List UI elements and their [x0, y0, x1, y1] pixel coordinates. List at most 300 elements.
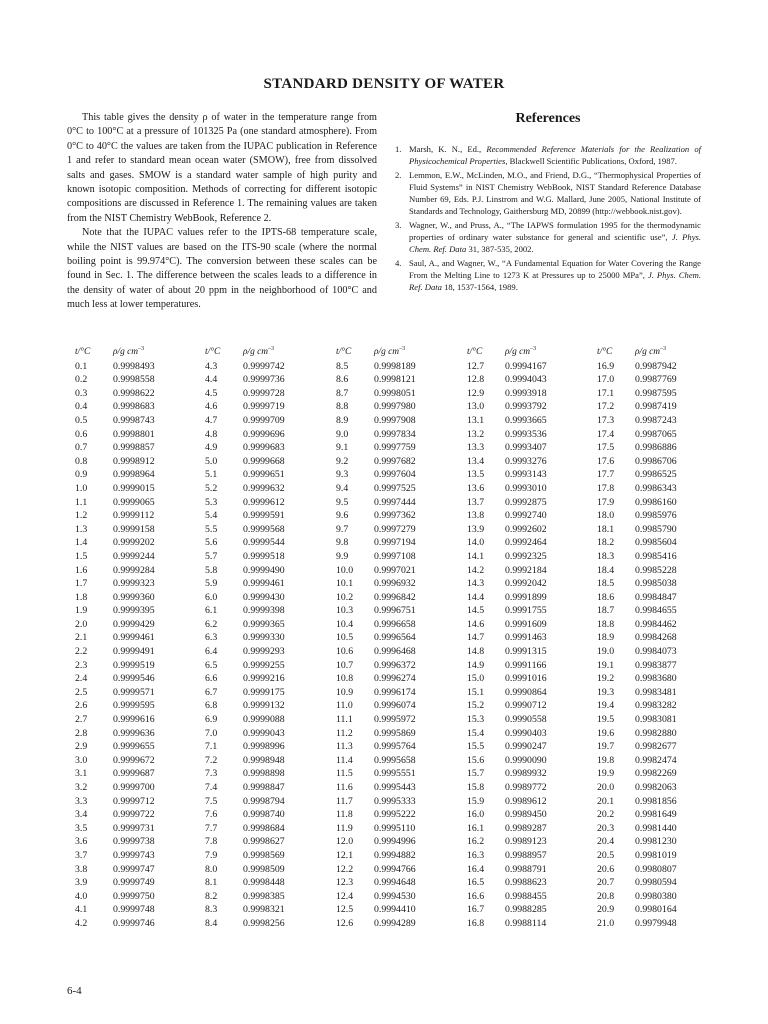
- temperature-cell: 7.4: [205, 782, 218, 793]
- table-row: [467, 468, 582, 482]
- density-cell: 0.9998493: [113, 360, 155, 372]
- table-row: [205, 591, 320, 605]
- temperature-cell: 18.0: [597, 510, 615, 522]
- temperature-cell: 19.1: [597, 659, 615, 671]
- temperature-cell: 1.7: [75, 578, 88, 590]
- table-row: [75, 863, 190, 877]
- table-row: [467, 740, 582, 754]
- density-cell: 0.9999748: [113, 904, 155, 916]
- density-cell: 0.9995972: [374, 714, 416, 726]
- density-cell: 0.9999709: [243, 414, 285, 426]
- table-row: [467, 767, 582, 781]
- table-column: [75, 346, 190, 931]
- density-cell: 0.9998743: [113, 414, 155, 426]
- density-cell: 0.9984073: [635, 646, 677, 658]
- temperature-cell: 11.9: [336, 822, 353, 834]
- density-cell: 0.9999519: [113, 659, 155, 671]
- density-cell: 0.9998321: [243, 904, 285, 916]
- temperature-cell: 12.8: [467, 374, 485, 386]
- temperature-cell: 18.3: [597, 550, 615, 562]
- temperature-cell: 19.8: [597, 754, 615, 766]
- table-row: [467, 727, 582, 741]
- table-row: [336, 523, 451, 537]
- header-density-exponent: –3: [138, 346, 145, 352]
- table-row: [597, 455, 712, 469]
- table-row: [75, 428, 190, 442]
- table-row: [467, 441, 582, 455]
- density-cell: 0.9990864: [505, 686, 547, 698]
- density-cell: 0.9997362: [374, 510, 416, 522]
- density-cell: 0.9985416: [635, 550, 677, 562]
- table-row: [205, 849, 320, 863]
- temperature-cell: 20.0: [597, 782, 615, 793]
- density-cell: 0.9980807: [635, 863, 677, 875]
- table-row: [75, 604, 190, 618]
- temperature-cell: 17.2: [597, 401, 615, 413]
- temperature-cell: 17.8: [597, 482, 615, 494]
- temperature-cell: 7.2: [205, 754, 218, 766]
- density-cell: 0.9999284: [113, 564, 155, 576]
- temperature-cell: 8.0: [205, 863, 218, 875]
- density-cell: 0.9999544: [243, 537, 285, 549]
- temperature-cell: 9.5: [336, 496, 349, 508]
- temperature-cell: 16.8: [467, 917, 485, 929]
- density-cell: 0.9991016: [505, 673, 547, 685]
- table-row: [467, 414, 582, 428]
- density-cell: 0.9991609: [505, 618, 547, 630]
- temperature-cell: 18.2: [597, 537, 615, 549]
- reference-italic-text: Recommended Reference Materials for the Realization of Physicochemical Properties: [409, 144, 702, 167]
- reference-number: 2.: [395, 169, 402, 180]
- table-row: [205, 441, 320, 455]
- table-row: [597, 509, 712, 523]
- table-row: [75, 400, 190, 414]
- table-row: [205, 550, 320, 564]
- intro-text: [67, 111, 377, 313]
- temperature-cell: 1.2: [75, 510, 88, 522]
- temperature-cell: 10.3: [336, 605, 354, 617]
- table-row: [597, 482, 712, 496]
- density-cell: 0.9998385: [243, 890, 285, 902]
- temperature-cell: 17.7: [597, 469, 615, 481]
- table-row: [336, 890, 451, 904]
- reference-item: [395, 219, 701, 256]
- temperature-cell: 1.4: [75, 537, 88, 549]
- density-cell: 0.9992740: [505, 510, 547, 522]
- temperature-cell: 16.0: [467, 809, 485, 821]
- density-cell: 0.9990558: [505, 714, 547, 726]
- temperature-cell: 2.0: [75, 618, 88, 630]
- table-row: [336, 387, 451, 401]
- table-row: [205, 659, 320, 673]
- table-row: [597, 428, 712, 442]
- density-cell: 0.9999742: [243, 360, 285, 372]
- temperature-cell: 6.0: [205, 591, 218, 603]
- header-temperature: t/°C: [467, 347, 483, 357]
- table-row: [205, 645, 320, 659]
- table-row: [467, 577, 582, 591]
- temperature-cell: 1.0: [75, 482, 88, 494]
- density-cell: 0.9998189: [374, 360, 416, 372]
- density-cell: 0.9987942: [635, 360, 677, 372]
- table-row: [75, 536, 190, 550]
- table-row: [75, 699, 190, 713]
- header-density-exponent: –3: [660, 346, 667, 352]
- table-row: [597, 468, 712, 482]
- header-density: [243, 346, 274, 360]
- table-row: [467, 496, 582, 510]
- table-row: [75, 496, 190, 510]
- density-cell: 0.9993918: [505, 387, 547, 399]
- table-row: [205, 618, 320, 632]
- table-row: [205, 468, 320, 482]
- table-row: [597, 618, 712, 632]
- temperature-cell: 9.7: [336, 523, 349, 535]
- temperature-cell: 16.7: [467, 904, 485, 916]
- temperature-cell: 5.1: [205, 469, 218, 481]
- density-cell: 0.9999595: [113, 700, 155, 712]
- density-cell: 0.9994043: [505, 374, 547, 386]
- table-row: [597, 604, 712, 618]
- table-row: [205, 767, 320, 781]
- temperature-cell: 6.8: [205, 700, 218, 712]
- table-row: [205, 808, 320, 822]
- temperature-cell: 8.8: [336, 401, 349, 413]
- density-cell: 0.9984268: [635, 632, 677, 644]
- temperature-cell: 12.0: [336, 836, 354, 848]
- density-cell: 0.9998857: [113, 442, 155, 454]
- density-cell: 0.9999636: [113, 727, 155, 739]
- table-row: [75, 550, 190, 564]
- table-row: [336, 591, 451, 605]
- temperature-cell: 18.7: [597, 605, 615, 617]
- temperature-cell: 3.2: [75, 782, 88, 793]
- density-cell: 0.9999632: [243, 482, 285, 494]
- temperature-cell: 7.3: [205, 768, 218, 780]
- density-cell: 0.9988455: [505, 890, 547, 902]
- table-row: [336, 455, 451, 469]
- temperature-cell: 1.9: [75, 605, 88, 617]
- density-cell: 0.9987419: [635, 401, 677, 413]
- density-cell: 0.9997444: [374, 496, 416, 508]
- temperature-cell: 8.3: [205, 904, 218, 916]
- reference-item: [395, 257, 701, 294]
- density-cell: 0.9982677: [635, 741, 677, 753]
- table-row: [75, 659, 190, 673]
- density-cell: 0.9997194: [374, 537, 416, 549]
- header-temperature: t/°C: [336, 347, 352, 357]
- density-cell: 0.9987243: [635, 414, 677, 426]
- table-row: [336, 903, 451, 917]
- density-cell: 0.9999651: [243, 469, 285, 481]
- temperature-cell: 10.1: [336, 578, 354, 590]
- density-cell: 0.9999687: [113, 768, 155, 780]
- temperature-cell: 20.4: [597, 836, 615, 848]
- temperature-cell: 4.1: [75, 904, 88, 916]
- density-cell: 0.9997021: [374, 564, 416, 576]
- table-column: [205, 346, 320, 931]
- table-row: [597, 536, 712, 550]
- table-row: [467, 781, 582, 795]
- table-row: [75, 387, 190, 401]
- density-cell: 0.9992464: [505, 537, 547, 549]
- temperature-cell: 0.2: [75, 374, 88, 386]
- temperature-cell: 15.4: [467, 727, 485, 739]
- table-row: [336, 699, 451, 713]
- temperature-cell: 15.0: [467, 673, 485, 685]
- table-row: [336, 577, 451, 591]
- density-cell: 0.9998964: [113, 469, 155, 481]
- temperature-cell: 12.9: [467, 387, 485, 399]
- temperature-cell: 20.5: [597, 849, 615, 861]
- temperature-cell: 2.8: [75, 727, 88, 739]
- temperature-cell: 11.8: [336, 809, 353, 821]
- density-cell: 0.9999088: [243, 714, 285, 726]
- density-cell: 0.9999175: [243, 686, 285, 698]
- density-cell: 0.9987769: [635, 374, 677, 386]
- temperature-cell: 16.3: [467, 849, 485, 861]
- table-row: [205, 577, 320, 591]
- table-row: [75, 713, 190, 727]
- density-cell: 0.9981230: [635, 836, 677, 848]
- density-cell: 0.9988791: [505, 863, 547, 875]
- table-row: [336, 740, 451, 754]
- density-cell: 0.9999749: [113, 877, 155, 889]
- temperature-cell: 9.2: [336, 455, 349, 467]
- temperature-cell: 18.9: [597, 632, 615, 644]
- temperature-cell: 17.5: [597, 442, 615, 454]
- density-cell: 0.9994648: [374, 877, 416, 889]
- temperature-cell: 19.2: [597, 673, 615, 685]
- temperature-cell: 3.6: [75, 836, 88, 848]
- density-cell: 0.9999365: [243, 618, 285, 630]
- temperature-cell: 12.4: [336, 890, 354, 902]
- temperature-cell: 2.1: [75, 632, 88, 644]
- density-cell: 0.9998898: [243, 768, 285, 780]
- temperature-cell: 7.1: [205, 741, 218, 753]
- density-cell: 0.9999330: [243, 632, 285, 644]
- density-cell: 0.9999546: [113, 673, 155, 685]
- table-row: [467, 564, 582, 578]
- density-cell: 0.9998627: [243, 836, 285, 848]
- temperature-cell: 20.7: [597, 877, 615, 889]
- table-row: [597, 917, 712, 931]
- temperature-cell: 17.6: [597, 455, 615, 467]
- temperature-cell: 4.9: [205, 442, 218, 454]
- temperature-cell: 18.8: [597, 618, 615, 630]
- temperature-cell: 17.0: [597, 374, 615, 386]
- table-row: [336, 713, 451, 727]
- density-cell: 0.9999491: [113, 646, 155, 658]
- table-row: [75, 890, 190, 904]
- table-row: [597, 441, 712, 455]
- density-cell: 0.9999490: [243, 564, 285, 576]
- temperature-cell: 10.0: [336, 564, 354, 576]
- header-density-exponent: –3: [268, 346, 275, 352]
- density-cell: 0.9990403: [505, 727, 547, 739]
- temperature-cell: 18.1: [597, 523, 615, 535]
- density-cell: 0.9999736: [243, 374, 285, 386]
- table-row: [597, 767, 712, 781]
- table-row: [205, 604, 320, 618]
- table-row: [597, 659, 712, 673]
- intro-paragraph: This table gives the density ρ of water in the temperature range from 0°C to 100°C at a pressure of 101325 Pa (one standard atmosphere). From 0°C to 40°C the values are taken from the IUPAC publication in Reference 1 and refer to standard mean ocean water (SMOW), free from dissolved salts and gases. SMOW is a standard water sample of high purity and known isotopic composition. Methods of correcting for different isotopic compositions are discussed in Reference 1. The remaining values are taken from the NIST Chemistry WebBook, Reference 2.: [67, 112, 377, 224]
- temperature-cell: 5.0: [205, 455, 218, 467]
- temperature-cell: 13.8: [467, 510, 485, 522]
- table-row: [467, 373, 582, 387]
- table-row: [597, 373, 712, 387]
- table-row: [467, 550, 582, 564]
- temperature-cell: 15.7: [467, 768, 485, 780]
- table-row: [205, 631, 320, 645]
- temperature-cell: 4.0: [75, 890, 88, 902]
- reference-number: 3.: [395, 219, 402, 230]
- density-cell: 0.9999722: [113, 809, 155, 821]
- intro-paragraph: Note that the IUPAC values refer to the IPTS-68 temperature scale, while the NIST values are based on the ITS-90 scale (where the normal boiling point is 99.974°C). The conversion between these scales can be found in Sec. 1. The difference between the scales leads to a difference in the density of water of about 20 ppm in the neighborhood of 100°C and much less at lower temperatures.: [67, 227, 377, 311]
- density-cell: 0.9989772: [505, 782, 547, 793]
- table-row: [75, 618, 190, 632]
- density-cell: 0.9988623: [505, 877, 547, 889]
- temperature-cell: 12.6: [336, 917, 354, 929]
- density-cell: 0.9994996: [374, 836, 416, 848]
- density-cell: 0.9982063: [635, 782, 677, 793]
- table-header-row: [75, 346, 190, 360]
- temperature-cell: 18.4: [597, 564, 615, 576]
- temperature-cell: 4.2: [75, 917, 88, 929]
- table-row: [336, 808, 451, 822]
- temperature-cell: 10.7: [336, 659, 354, 671]
- density-cell: 0.9998509: [243, 863, 285, 875]
- table-row: [205, 890, 320, 904]
- table-row: [336, 618, 451, 632]
- density-cell: 0.9982880: [635, 727, 677, 739]
- table-column: [597, 346, 712, 931]
- table-row: [597, 822, 712, 836]
- temperature-cell: 2.7: [75, 714, 88, 726]
- temperature-cell: 15.9: [467, 795, 485, 807]
- density-cell: 0.9986160: [635, 496, 677, 508]
- temperature-cell: 8.2: [205, 890, 218, 902]
- density-cell: 0.9997759: [374, 442, 416, 454]
- page-title: STANDARD DENSITY OF WATER: [263, 76, 505, 92]
- table-row: [467, 482, 582, 496]
- temperature-cell: 6.1: [205, 605, 218, 617]
- table-row: [75, 686, 190, 700]
- table-row: [205, 360, 320, 374]
- temperature-cell: 9.0: [336, 428, 349, 440]
- density-cell: 0.9999591: [243, 510, 285, 522]
- temperature-cell: 5.3: [205, 496, 218, 508]
- reference-item: [395, 169, 701, 218]
- table-row: [336, 849, 451, 863]
- density-cell: 0.9999293: [243, 646, 285, 658]
- temperature-cell: 13.0: [467, 401, 485, 413]
- reference-number: 1.: [395, 144, 402, 154]
- temperature-cell: 15.2: [467, 700, 485, 712]
- density-cell: 0.9980380: [635, 890, 677, 902]
- density-cell: 0.9986525: [635, 469, 677, 481]
- temperature-cell: 13.1: [467, 414, 485, 426]
- table-row: [75, 849, 190, 863]
- density-cell: 0.9994882: [374, 849, 416, 861]
- temperature-cell: 14.8: [467, 646, 485, 658]
- table-row: [336, 360, 451, 374]
- density-cell: 0.9999065: [113, 496, 155, 508]
- temperature-cell: 2.5: [75, 686, 88, 698]
- density-cell: 0.9982474: [635, 754, 677, 766]
- temperature-cell: 9.9: [336, 550, 349, 562]
- density-cell: 0.9991755: [505, 605, 547, 617]
- temperature-cell: 11.2: [336, 727, 353, 739]
- reference-italic-text: J. Phys. Chem. Ref. Data: [409, 269, 701, 293]
- density-cell: 0.9999731: [113, 822, 155, 834]
- temperature-cell: 11.5: [336, 768, 353, 780]
- temperature-cell: 2.3: [75, 659, 88, 671]
- table-row: [467, 591, 582, 605]
- table-row: [467, 428, 582, 442]
- table-row: [336, 468, 451, 482]
- density-cell: 0.9990247: [505, 741, 547, 753]
- temperature-cell: 13.9: [467, 523, 485, 535]
- table-row: [205, 740, 320, 754]
- density-cell: 0.9985038: [635, 578, 677, 590]
- header-density-exponent: –3: [399, 346, 406, 352]
- temperature-cell: 14.3: [467, 578, 485, 590]
- temperature-cell: 4.3: [205, 360, 218, 372]
- density-cell: 0.9984847: [635, 591, 677, 603]
- temperature-cell: 14.9: [467, 659, 485, 671]
- table-row: [597, 849, 712, 863]
- density-cell: 0.9998948: [243, 754, 285, 766]
- temperature-cell: 20.1: [597, 795, 615, 807]
- density-cell: 0.9998740: [243, 809, 285, 821]
- references-section: [395, 111, 701, 295]
- temperature-cell: 6.3: [205, 632, 218, 644]
- temperature-cell: 19.0: [597, 646, 615, 658]
- temperature-cell: 7.7: [205, 822, 218, 834]
- table-row: [336, 917, 451, 931]
- density-cell: 0.9988285: [505, 904, 547, 916]
- table-row: [205, 863, 320, 877]
- table-row: [75, 482, 190, 496]
- table-row: [336, 604, 451, 618]
- table-row: [205, 509, 320, 523]
- temperature-cell: 11.0: [336, 700, 353, 712]
- temperature-cell: 12.7: [467, 360, 485, 372]
- table-row: [205, 754, 320, 768]
- temperature-cell: 19.9: [597, 768, 615, 780]
- table-row: [75, 727, 190, 741]
- table-row: [467, 645, 582, 659]
- density-cell: 0.9996751: [374, 605, 416, 617]
- temperature-cell: 17.4: [597, 428, 615, 440]
- header-density: [374, 346, 405, 360]
- density-cell: 0.9999696: [243, 428, 285, 440]
- reference-list: [395, 143, 701, 294]
- header-density-exponent: –3: [530, 346, 537, 352]
- table-row: [597, 686, 712, 700]
- table-row: [336, 795, 451, 809]
- temperature-cell: 0.1: [75, 360, 88, 372]
- table-header-row: [467, 346, 582, 360]
- table-row: [336, 482, 451, 496]
- table-row: [336, 400, 451, 414]
- table-row: [75, 523, 190, 537]
- density-cell: 0.9993276: [505, 455, 547, 467]
- temperature-cell: 11.3: [336, 741, 353, 753]
- table-row: [597, 645, 712, 659]
- density-cell: 0.9993665: [505, 414, 547, 426]
